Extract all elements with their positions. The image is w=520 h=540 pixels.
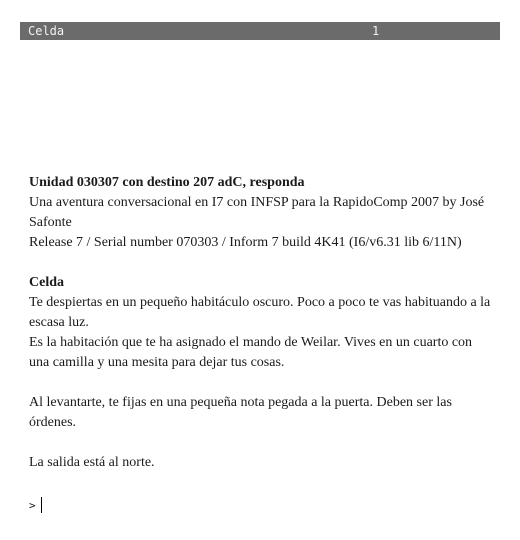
paragraph-gap <box>29 433 495 453</box>
command-input[interactable] <box>39 496 459 514</box>
paragraph-gap <box>29 373 495 393</box>
note-description: Al levantarte, te fijas en una pequeña nota pegada a la puerta. Deben ser las órdenes. <box>29 395 452 430</box>
status-bar <box>20 22 500 40</box>
game-byline: Una aventura conversacional en I7 con INFSP para la RapidoComp 2007 by José Safonte <box>29 195 485 230</box>
release-info: Release 7 / Serial number 070303 / Inform 7 build 4K41 (I6/v6.31 lib 6/11N) <box>29 235 462 250</box>
status-location: Celda <box>28 24 65 38</box>
story-window <box>29 173 495 473</box>
room-name: Celda <box>29 275 64 290</box>
room-description-2: Es la habitación que te ha asignado el mando de Weilar. Vives en un cuarto con una camilla y una mesita para dejar tus cosas. <box>29 335 473 370</box>
text-cursor <box>41 497 42 513</box>
prompt-symbol: > <box>29 498 36 512</box>
command-line[interactable] <box>29 495 459 515</box>
status-score: 1 <box>372 24 380 38</box>
paragraph-gap <box>29 253 495 273</box>
room-description-1: Te despiertas en un pequeño habitáculo oscuro. Poco a poco te vas habituando a la escasa luz. <box>29 295 491 330</box>
exit-description: La salida está al norte. <box>29 455 155 470</box>
game-title: Unidad 030307 con destino 207 adC, responda <box>29 175 305 190</box>
